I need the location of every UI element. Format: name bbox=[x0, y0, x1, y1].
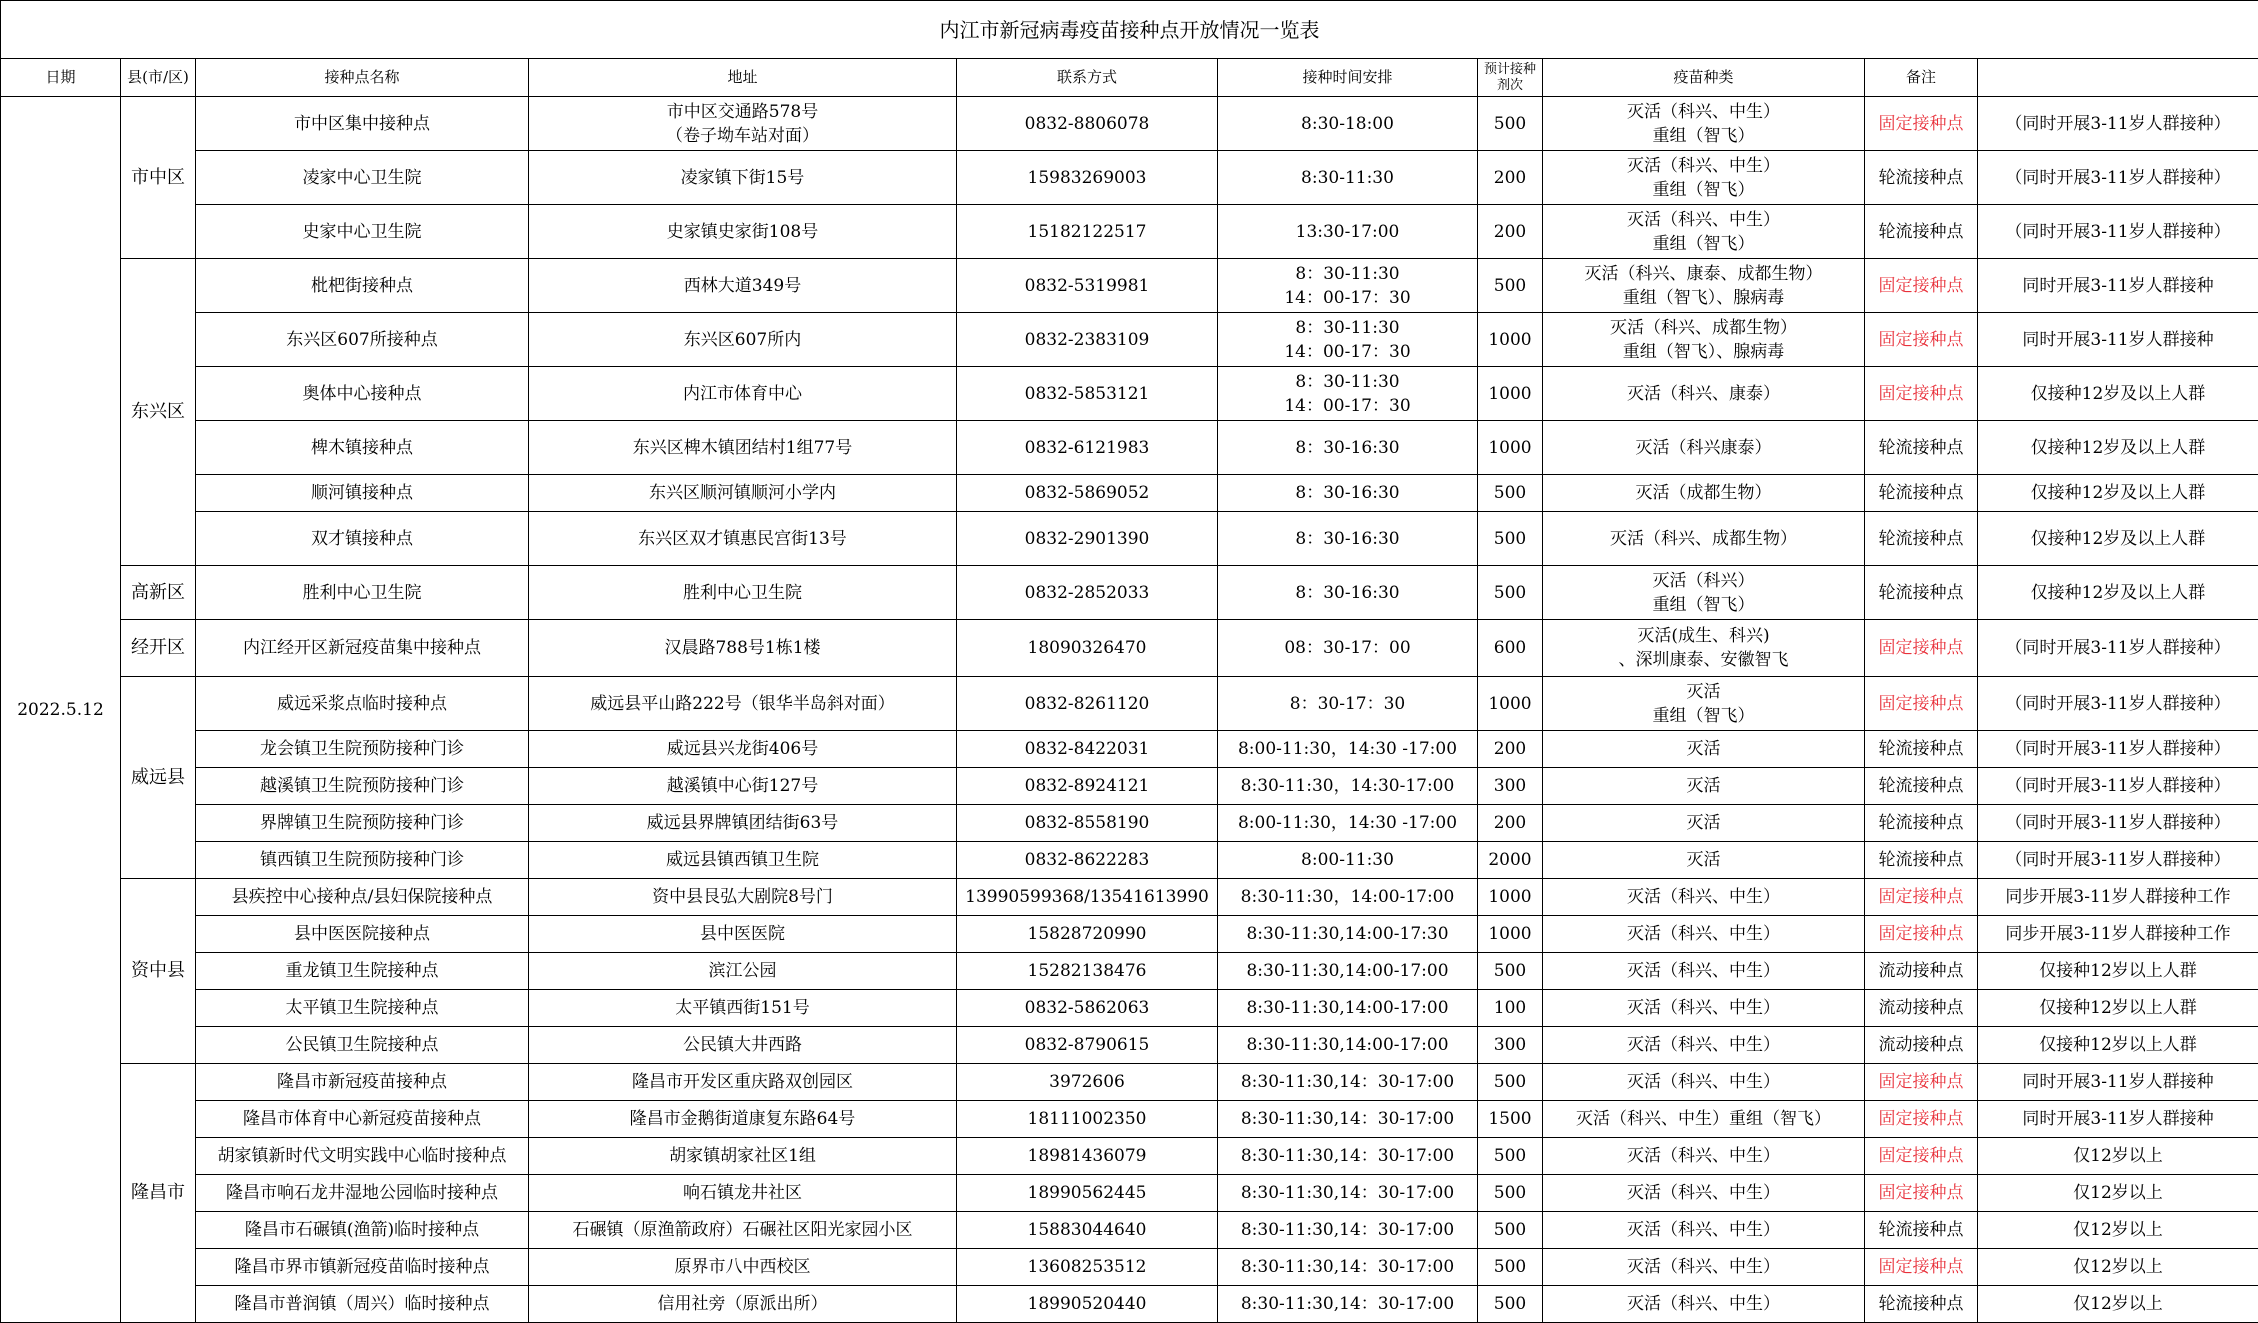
note-cell: 同步开展3-11岁人群接种工作 bbox=[1978, 879, 2258, 916]
address-cell: 资中县艮弘大剧院8号门 bbox=[529, 879, 957, 916]
site-type-cell: 固定接种点 bbox=[1865, 1175, 1978, 1212]
contact-cell: 13990599368/13541613990 bbox=[957, 879, 1218, 916]
site-type-cell: 轮流接种点 bbox=[1865, 731, 1978, 768]
doses-cell: 500 bbox=[1478, 1212, 1543, 1249]
site-type-cell: 轮流接种点 bbox=[1865, 205, 1978, 259]
schedule-cell-line: 14：00-17：30 bbox=[1284, 287, 1411, 308]
header-address: 地址 bbox=[529, 59, 957, 97]
address-cell: 石碾镇（原渔箭政府）石碾社区阳光家园小区 bbox=[529, 1212, 957, 1249]
table-row bbox=[1, 97, 2258, 151]
county-cell: 高新区 bbox=[121, 566, 196, 620]
contact-cell: 18990520440 bbox=[957, 1286, 1218, 1323]
vaccine-cell-line: 、深圳康泰、安徽智飞 bbox=[1618, 650, 1789, 670]
site-type-cell: 流动接种点 bbox=[1865, 953, 1978, 990]
vaccine-cell: 灭活（科兴、中生） bbox=[1543, 1027, 1865, 1064]
contact-cell: 15983269003 bbox=[957, 151, 1218, 205]
contact-cell: 0832-8924121 bbox=[957, 768, 1218, 805]
site-type-cell: 轮流接种点 bbox=[1865, 421, 1978, 475]
schedule-cell: 8:30-11:30,14:00-17:00 bbox=[1218, 1027, 1478, 1064]
schedule-cell-line: 8：30-11:30 bbox=[1295, 317, 1400, 338]
address-cell: 东兴区607所内 bbox=[529, 313, 957, 367]
vaccine-cell bbox=[1543, 97, 1865, 151]
county-cell: 隆昌市 bbox=[121, 1064, 196, 1323]
contact-cell: 0832-8790615 bbox=[957, 1027, 1218, 1064]
note-cell: （同时开展3-11岁人群接种） bbox=[1978, 731, 2258, 768]
doses-cell: 1000 bbox=[1478, 879, 1543, 916]
vaccine-cell: 灭活（科兴、中生） bbox=[1543, 990, 1865, 1027]
header-vaccine-type: 疫苗种类 bbox=[1543, 59, 1865, 97]
contact-cell: 15182122517 bbox=[957, 205, 1218, 259]
vaccine-cell-line: 重组（智飞） bbox=[1652, 125, 1755, 146]
schedule-cell: 8:30-18:00 bbox=[1218, 97, 1478, 151]
schedule-cell: 8:30-11:30 bbox=[1218, 151, 1478, 205]
vaccine-cell: 灭活（科兴、中生）重组（智飞） bbox=[1543, 1101, 1865, 1138]
note-cell: （同时开展3-11岁人群接种） bbox=[1978, 620, 2258, 677]
doses-cell: 500 bbox=[1478, 259, 1543, 313]
vaccine-cell: 灭活（科兴、中生） bbox=[1543, 1249, 1865, 1286]
vaccine-cell-line: 灭活 bbox=[1686, 681, 1721, 702]
schedule-cell: 8:30-11:30,14:00-17:00 bbox=[1218, 990, 1478, 1027]
schedule-cell-line: 8：30-11:30 bbox=[1295, 371, 1400, 392]
site-type-cell: 固定接种点 bbox=[1865, 367, 1978, 421]
vaccine-cell-line: 重组（智飞）、腺病毒 bbox=[1622, 287, 1785, 308]
doses-cell: 300 bbox=[1478, 768, 1543, 805]
address-cell-line: （卷子坳车站对面） bbox=[666, 125, 819, 146]
address-cell-line: 市中区交通路578号 bbox=[666, 101, 819, 122]
county-cell: 资中县 bbox=[121, 879, 196, 1064]
contact-cell: 0832-5862063 bbox=[957, 990, 1218, 1027]
schedule-cell: 13:30-17:00 bbox=[1218, 205, 1478, 259]
schedule-cell: 8:00-11:30 bbox=[1218, 842, 1478, 879]
site-type-cell: 轮流接种点 bbox=[1865, 475, 1978, 512]
vaccine-cell-line: 灭活（科兴、中生） bbox=[1627, 209, 1780, 230]
county-cell: 东兴区 bbox=[121, 259, 196, 566]
schedule-cell bbox=[1218, 367, 1478, 421]
note-cell: 仅接种12岁及以上人群 bbox=[1978, 421, 2258, 475]
address-cell: 凌家镇下街15号 bbox=[529, 151, 957, 205]
vaccine-cell-line: 重组（智飞） bbox=[1652, 705, 1755, 726]
contact-cell: 18111002350 bbox=[957, 1101, 1218, 1138]
note-cell: （同时开展3-11岁人群接种） bbox=[1978, 97, 2258, 151]
table-row bbox=[1, 1138, 2258, 1175]
schedule-cell: 8:00-11:30，14:30 -17:00 bbox=[1218, 731, 1478, 768]
schedule-cell: 8:00-11:30，14:30 -17:00 bbox=[1218, 805, 1478, 842]
address-cell: 隆昌市开发区重庆路双创园区 bbox=[529, 1064, 957, 1101]
schedule-cell: 8:30-11:30,14：30-17:00 bbox=[1218, 1064, 1478, 1101]
site-type-cell: 轮流接种点 bbox=[1865, 566, 1978, 620]
site-name-cell: 县疾控中心接种点/县妇保院接种点 bbox=[196, 879, 529, 916]
header-site-name: 接种点名称 bbox=[196, 59, 529, 97]
site-type-cell: 固定接种点 bbox=[1865, 1101, 1978, 1138]
address-cell: 太平镇西街151号 bbox=[529, 990, 957, 1027]
site-name-cell: 双才镇接种点 bbox=[196, 512, 529, 566]
site-type-cell: 轮流接种点 bbox=[1865, 1286, 1978, 1323]
address-cell: 县中医医院 bbox=[529, 916, 957, 953]
site-name-cell: 公民镇卫生院接种点 bbox=[196, 1027, 529, 1064]
table-row bbox=[1, 1101, 2258, 1138]
vaccine-cell: 灭活（成都生物） bbox=[1543, 475, 1865, 512]
note-cell: 仅接种12岁以上人群 bbox=[1978, 1027, 2258, 1064]
schedule-cell bbox=[1218, 313, 1478, 367]
table-row bbox=[1, 151, 2258, 205]
county-cell: 市中区 bbox=[121, 97, 196, 259]
doses-cell: 500 bbox=[1478, 97, 1543, 151]
vaccine-cell bbox=[1543, 677, 1865, 731]
table-row bbox=[1, 475, 2258, 512]
table-row bbox=[1, 367, 2258, 421]
address-cell: 滨江公园 bbox=[529, 953, 957, 990]
address-cell: 西林大道349号 bbox=[529, 259, 957, 313]
schedule-cell bbox=[1218, 259, 1478, 313]
note-cell: 仅12岁以上 bbox=[1978, 1212, 2258, 1249]
schedule-cell: 8:30-11:30,14:00-17:30 bbox=[1218, 916, 1478, 953]
doses-cell: 1000 bbox=[1478, 916, 1543, 953]
site-type-cell: 流动接种点 bbox=[1865, 990, 1978, 1027]
note-cell: 仅12岁以上 bbox=[1978, 1138, 2258, 1175]
vaccine-cell-line: 灭活（科兴） bbox=[1652, 570, 1755, 591]
vaccine-cell: 灭活（科兴、中生） bbox=[1543, 1138, 1865, 1175]
site-name-cell: 重龙镇卫生院接种点 bbox=[196, 953, 529, 990]
doses-cell: 100 bbox=[1478, 990, 1543, 1027]
doses-cell: 200 bbox=[1478, 205, 1543, 259]
contact-cell: 0832-8622283 bbox=[957, 842, 1218, 879]
note-cell: 仅接种12岁及以上人群 bbox=[1978, 566, 2258, 620]
site-name-cell: 县中医医院接种点 bbox=[196, 916, 529, 953]
site-name-cell: 隆昌市体育中心新冠疫苗接种点 bbox=[196, 1101, 529, 1138]
site-name-cell: 内江经开区新冠疫苗集中接种点 bbox=[196, 620, 529, 677]
contact-cell: 0832-5869052 bbox=[957, 475, 1218, 512]
header-row bbox=[1, 59, 2258, 97]
county-cell: 经开区 bbox=[121, 620, 196, 677]
vaccine-cell: 灭活（科兴康泰） bbox=[1543, 421, 1865, 475]
note-cell: （同时开展3-11岁人群接种） bbox=[1978, 805, 2258, 842]
contact-cell: 0832-2852033 bbox=[957, 566, 1218, 620]
contact-cell: 18990562445 bbox=[957, 1175, 1218, 1212]
note-cell: （同时开展3-11岁人群接种） bbox=[1978, 151, 2258, 205]
address-cell: 内江市体育中心 bbox=[529, 367, 957, 421]
site-name-cell: 史家中心卫生院 bbox=[196, 205, 529, 259]
schedule-cell: 08：30-17：00 bbox=[1218, 620, 1478, 677]
note-cell: 同时开展3-11岁人群接种 bbox=[1978, 259, 2258, 313]
vaccine-cell-line: 灭活(成生、科兴) bbox=[1637, 626, 1770, 646]
vaccine-cell-line: 灭活（科兴、中生） bbox=[1627, 155, 1780, 176]
vaccine-cell: 灭活 bbox=[1543, 842, 1865, 879]
vaccine-cell bbox=[1543, 620, 1865, 677]
table-row bbox=[1, 731, 2258, 768]
table-row bbox=[1, 1212, 2258, 1249]
schedule-cell: 8：30-17：30 bbox=[1218, 677, 1478, 731]
table-row bbox=[1, 1175, 2258, 1212]
site-type-cell: 轮流接种点 bbox=[1865, 842, 1978, 879]
table-row bbox=[1, 990, 2258, 1027]
vaccine-cell bbox=[1543, 151, 1865, 205]
address-cell: 原界市八中西校区 bbox=[529, 1249, 957, 1286]
address-cell: 威远县兴龙街406号 bbox=[529, 731, 957, 768]
header-remarks: 备注 bbox=[1865, 59, 1978, 97]
doses-cell: 600 bbox=[1478, 620, 1543, 677]
note-cell: 同步开展3-11岁人群接种工作 bbox=[1978, 916, 2258, 953]
site-name-cell: 枇杷街接种点 bbox=[196, 259, 529, 313]
schedule-cell: 8：30-16:30 bbox=[1218, 421, 1478, 475]
site-type-cell: 流动接种点 bbox=[1865, 1027, 1978, 1064]
address-cell: 东兴区顺河镇顺河小学内 bbox=[529, 475, 957, 512]
address-cell: 威远县平山路222号（银华半岛斜对面） bbox=[529, 677, 957, 731]
vaccine-cell: 灭活 bbox=[1543, 805, 1865, 842]
contact-cell: 0832-5319981 bbox=[957, 259, 1218, 313]
doses-cell: 500 bbox=[1478, 1138, 1543, 1175]
vaccine-cell: 灭活（科兴、中生） bbox=[1543, 1286, 1865, 1323]
vaccine-cell: 灭活 bbox=[1543, 768, 1865, 805]
site-name-cell: 奥体中心接种点 bbox=[196, 367, 529, 421]
table-row bbox=[1, 205, 2258, 259]
doses-cell: 200 bbox=[1478, 805, 1543, 842]
address-cell: 隆昌市金鹅街道康复东路64号 bbox=[529, 1101, 957, 1138]
note-cell: 同时开展3-11岁人群接种 bbox=[1978, 313, 2258, 367]
site-type-cell: 固定接种点 bbox=[1865, 259, 1978, 313]
table-row bbox=[1, 768, 2258, 805]
table-row bbox=[1, 677, 2258, 731]
doses-cell: 1500 bbox=[1478, 1101, 1543, 1138]
table-row bbox=[1, 620, 2258, 677]
site-type-cell: 轮流接种点 bbox=[1865, 151, 1978, 205]
table-row bbox=[1, 566, 2258, 620]
doses-cell: 2000 bbox=[1478, 842, 1543, 879]
doses-cell: 1000 bbox=[1478, 313, 1543, 367]
vaccine-cell: 灭活（科兴、中生） bbox=[1543, 1064, 1865, 1101]
schedule-cell: 8:30-11:30,14：30-17:00 bbox=[1218, 1175, 1478, 1212]
address-cell: 胡家镇胡家社区1组 bbox=[529, 1138, 957, 1175]
doses-cell: 500 bbox=[1478, 475, 1543, 512]
site-name-cell: 胜利中心卫生院 bbox=[196, 566, 529, 620]
schedule-cell-line: 8：30-11:30 bbox=[1295, 263, 1400, 284]
site-name-cell: 隆昌市普润镇（周兴）临时接种点 bbox=[196, 1286, 529, 1323]
contact-cell: 0832-2383109 bbox=[957, 313, 1218, 367]
table-row bbox=[1, 1249, 2258, 1286]
schedule-cell: 8:30-11:30,14：30-17:00 bbox=[1218, 1249, 1478, 1286]
vaccine-cell: 灭活（科兴、成都生物） bbox=[1543, 512, 1865, 566]
schedule-cell: 8:30-11:30,14：30-17:00 bbox=[1218, 1286, 1478, 1323]
site-name-cell: 凌家中心卫生院 bbox=[196, 151, 529, 205]
site-name-cell: 界牌镇卫生院预防接种门诊 bbox=[196, 805, 529, 842]
site-type-cell: 轮流接种点 bbox=[1865, 768, 1978, 805]
contact-cell: 0832-8422031 bbox=[957, 731, 1218, 768]
doses-cell: 500 bbox=[1478, 1175, 1543, 1212]
vaccine-cell bbox=[1543, 205, 1865, 259]
schedule-cell-line: 14：00-17：30 bbox=[1284, 341, 1411, 362]
contact-cell: 18981436079 bbox=[957, 1138, 1218, 1175]
site-type-cell: 固定接种点 bbox=[1865, 916, 1978, 953]
schedule-cell: 8：30-16:30 bbox=[1218, 566, 1478, 620]
vaccine-cell-line: 重组（智飞）、腺病毒 bbox=[1622, 341, 1785, 362]
vaccine-cell: 灭活（科兴、中生） bbox=[1543, 1212, 1865, 1249]
site-type-cell: 轮流接种点 bbox=[1865, 512, 1978, 566]
table-row bbox=[1, 259, 2258, 313]
site-name-cell: 椑木镇接种点 bbox=[196, 421, 529, 475]
doses-cell: 500 bbox=[1478, 1064, 1543, 1101]
vaccine-cell: 灭活（科兴、康泰） bbox=[1543, 367, 1865, 421]
table-row bbox=[1, 953, 2258, 990]
note-cell: 同时开展3-11岁人群接种 bbox=[1978, 1101, 2258, 1138]
contact-cell: 13608253512 bbox=[957, 1249, 1218, 1286]
site-name-cell: 隆昌市石碾镇(渔箭)临时接种点 bbox=[196, 1212, 529, 1249]
site-name-cell: 市中区集中接种点 bbox=[196, 97, 529, 151]
site-type-cell: 固定接种点 bbox=[1865, 1064, 1978, 1101]
site-name-cell: 隆昌市新冠疫苗接种点 bbox=[196, 1064, 529, 1101]
table-row bbox=[1, 1286, 2258, 1323]
address-cell: 响石镇龙井社区 bbox=[529, 1175, 957, 1212]
vaccine-cell: 灭活（科兴、中生） bbox=[1543, 879, 1865, 916]
vaccine-cell-line: 灭活（科兴、康泰、成都生物） bbox=[1584, 263, 1823, 284]
table-row bbox=[1, 512, 2258, 566]
table-row bbox=[1, 879, 2258, 916]
header-note bbox=[1978, 59, 2258, 97]
site-type-cell: 固定接种点 bbox=[1865, 620, 1978, 677]
note-cell: 仅12岁以上 bbox=[1978, 1249, 2258, 1286]
address-cell: 越溪镇中心街127号 bbox=[529, 768, 957, 805]
contact-cell: 0832-8261120 bbox=[957, 677, 1218, 731]
schedule-cell: 8:30-11:30,14：30-17:00 bbox=[1218, 1101, 1478, 1138]
note-cell: 仅接种12岁及以上人群 bbox=[1978, 512, 2258, 566]
note-cell: 仅接种12岁以上人群 bbox=[1978, 953, 2258, 990]
site-name-cell: 威远采浆点临时接种点 bbox=[196, 677, 529, 731]
site-name-cell: 东兴区607所接种点 bbox=[196, 313, 529, 367]
doses-cell: 1000 bbox=[1478, 677, 1543, 731]
site-type-cell: 固定接种点 bbox=[1865, 313, 1978, 367]
note-cell: （同时开展3-11岁人群接种） bbox=[1978, 768, 2258, 805]
vaccine-cell: 灭活（科兴、中生） bbox=[1543, 1175, 1865, 1212]
schedule-cell: 8:30-11:30,14:00-17:00 bbox=[1218, 953, 1478, 990]
table-body bbox=[1, 97, 2258, 1323]
doses-cell: 1000 bbox=[1478, 367, 1543, 421]
county-cell: 威远县 bbox=[121, 677, 196, 879]
vaccine-cell bbox=[1543, 259, 1865, 313]
contact-cell: 15282138476 bbox=[957, 953, 1218, 990]
site-type-cell: 固定接种点 bbox=[1865, 1249, 1978, 1286]
doses-cell: 500 bbox=[1478, 1286, 1543, 1323]
table-row bbox=[1, 842, 2258, 879]
vaccine-cell-line: 重组（智飞） bbox=[1652, 594, 1755, 615]
address-cell: 公民镇大井西路 bbox=[529, 1027, 957, 1064]
doses-cell: 300 bbox=[1478, 1027, 1543, 1064]
schedule-cell: 8:30-11:30，14:00-17:00 bbox=[1218, 879, 1478, 916]
header-county: 县(市/区) bbox=[121, 59, 196, 97]
contact-cell: 0832-6121983 bbox=[957, 421, 1218, 475]
address-cell: 胜利中心卫生院 bbox=[529, 566, 957, 620]
address-cell: 史家镇史家街108号 bbox=[529, 205, 957, 259]
doses-cell: 200 bbox=[1478, 731, 1543, 768]
page-title: 内江市新冠病毒疫苗接种点开放情况一览表 bbox=[1, 1, 2258, 59]
address-cell: 信用社旁（原派出所） bbox=[529, 1286, 957, 1323]
contact-cell: 0832-8806078 bbox=[957, 97, 1218, 151]
table-row bbox=[1, 1064, 2258, 1101]
contact-cell: 15883044640 bbox=[957, 1212, 1218, 1249]
site-name-cell: 镇西镇卫生院预防接种门诊 bbox=[196, 842, 529, 879]
note-cell: 仅接种12岁及以上人群 bbox=[1978, 475, 2258, 512]
vaccine-cell-line: 重组（智飞） bbox=[1652, 179, 1755, 200]
site-type-cell: 轮流接种点 bbox=[1865, 805, 1978, 842]
doses-cell: 200 bbox=[1478, 151, 1543, 205]
table-row bbox=[1, 1027, 2258, 1064]
site-name-cell: 龙会镇卫生院预防接种门诊 bbox=[196, 731, 529, 768]
schedule-cell: 8:30-11:30,14：30-17:00 bbox=[1218, 1138, 1478, 1175]
note-cell: （同时开展3-11岁人群接种） bbox=[1978, 205, 2258, 259]
site-name-cell: 隆昌市响石龙井湿地公园临时接种点 bbox=[196, 1175, 529, 1212]
schedule-cell: 8：30-16:30 bbox=[1218, 512, 1478, 566]
address-cell: 汉晨路788号1栋1楼 bbox=[529, 620, 957, 677]
schedule-cell: 8:30-11:30,14：30-17:00 bbox=[1218, 1212, 1478, 1249]
note-cell: （同时开展3-11岁人群接种） bbox=[1978, 677, 2258, 731]
contact-cell: 0832-8558190 bbox=[957, 805, 1218, 842]
address-cell: 威远县界牌镇团结街63号 bbox=[529, 805, 957, 842]
header-contact: 联系方式 bbox=[957, 59, 1218, 97]
doses-cell: 500 bbox=[1478, 953, 1543, 990]
site-type-cell: 轮流接种点 bbox=[1865, 1212, 1978, 1249]
site-name-cell: 顺河镇接种点 bbox=[196, 475, 529, 512]
header-date: 日期 bbox=[1, 59, 121, 97]
doses-cell: 500 bbox=[1478, 566, 1543, 620]
site-name-cell: 隆昌市界市镇新冠疫苗临时接种点 bbox=[196, 1249, 529, 1286]
contact-cell: 0832-5853121 bbox=[957, 367, 1218, 421]
vaccine-cell-line: 灭活（科兴、中生） bbox=[1627, 101, 1780, 122]
site-name-cell: 胡家镇新时代文明实践中心临时接种点 bbox=[196, 1138, 529, 1175]
contact-cell: 3972606 bbox=[957, 1064, 1218, 1101]
table-row bbox=[1, 805, 2258, 842]
address-cell bbox=[529, 97, 957, 151]
doses-cell: 1000 bbox=[1478, 421, 1543, 475]
vaccine-cell bbox=[1543, 313, 1865, 367]
note-cell: 仅12岁以上 bbox=[1978, 1175, 2258, 1212]
table-row bbox=[1, 421, 2258, 475]
date-cell: 2022.5.12 bbox=[1, 97, 121, 1323]
table-row bbox=[1, 916, 2258, 953]
site-name-cell: 太平镇卫生院接种点 bbox=[196, 990, 529, 1027]
note-cell: 同时开展3-11岁人群接种 bbox=[1978, 1064, 2258, 1101]
site-type-cell: 固定接种点 bbox=[1865, 1138, 1978, 1175]
address-cell: 东兴区双才镇惠民宫街13号 bbox=[529, 512, 957, 566]
vaccine-cell: 灭活（科兴、中生） bbox=[1543, 953, 1865, 990]
vaccine-cell bbox=[1543, 566, 1865, 620]
site-type-cell: 固定接种点 bbox=[1865, 879, 1978, 916]
note-cell: （同时开展3-11岁人群接种） bbox=[1978, 842, 2258, 879]
address-cell: 威远县镇西镇卫生院 bbox=[529, 842, 957, 879]
vaccine-cell-line: 重组（智飞） bbox=[1652, 233, 1755, 254]
table-row bbox=[1, 313, 2258, 367]
contact-cell: 0832-2901390 bbox=[957, 512, 1218, 566]
doses-cell: 500 bbox=[1478, 512, 1543, 566]
vaccine-cell-line: 灭活（科兴、成都生物） bbox=[1610, 317, 1797, 338]
site-type-cell: 固定接种点 bbox=[1865, 677, 1978, 731]
schedule-cell: 8：30-16:30 bbox=[1218, 475, 1478, 512]
header-doses: 预计接种剂次 bbox=[1478, 59, 1543, 97]
schedule-cell-line: 14：00-17：30 bbox=[1284, 395, 1411, 416]
address-cell: 东兴区椑木镇团结村1组77号 bbox=[529, 421, 957, 475]
contact-cell: 18090326470 bbox=[957, 620, 1218, 677]
header-schedule: 接种时间安排 bbox=[1218, 59, 1478, 97]
site-type-cell: 固定接种点 bbox=[1865, 97, 1978, 151]
contact-cell: 15828720990 bbox=[957, 916, 1218, 953]
vaccine-cell: 灭活 bbox=[1543, 731, 1865, 768]
doses-cell: 500 bbox=[1478, 1249, 1543, 1286]
vaccine-cell: 灭活（科兴、中生） bbox=[1543, 916, 1865, 953]
note-cell: 仅接种12岁及以上人群 bbox=[1978, 367, 2258, 421]
note-cell: 仅12岁以上 bbox=[1978, 1286, 2258, 1323]
note-cell: 仅接种12岁以上人群 bbox=[1978, 990, 2258, 1027]
schedule-cell: 8:30-11:30，14:30-17:00 bbox=[1218, 768, 1478, 805]
site-name-cell: 越溪镇卫生院预防接种门诊 bbox=[196, 768, 529, 805]
